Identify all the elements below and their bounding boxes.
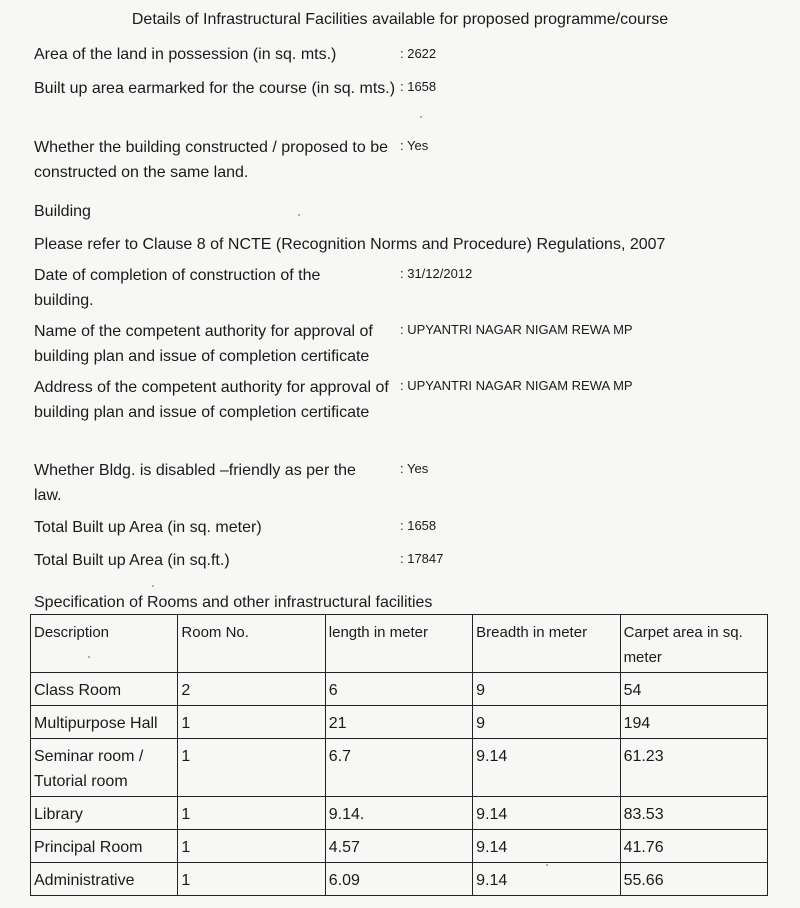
cell-breadth: 9.14 <box>473 863 620 896</box>
field-value: : 2622 <box>400 46 437 61</box>
cell-description: Multipurpose Hall <box>31 706 178 739</box>
scan-speck <box>546 864 548 866</box>
cell-carpet-area: 194 <box>620 706 767 739</box>
cell-description: Class Room <box>31 673 178 706</box>
section-heading: Building <box>34 203 91 220</box>
cell-room-no: 1 <box>178 863 325 896</box>
cell-length: 9.14. <box>325 797 472 830</box>
header-length: length in meter <box>325 615 472 673</box>
building-note: Please refer to Clause 8 of NCTE (Recognition Norms and Procedure) Regulations, 2007 <box>34 236 666 253</box>
cell-carpet-area: 54 <box>620 673 767 706</box>
cell-carpet-area: 55.66 <box>620 863 767 896</box>
page-title: Details of Infrastructural Facilities available for proposed programme/course <box>131 11 669 28</box>
cell-breadth: 9.14 <box>473 739 620 797</box>
scan-speck <box>152 585 154 587</box>
cell-description: Administrative <box>31 863 178 896</box>
field-label: Whether Bldg. is disabled –friendly as per the law. <box>34 462 356 504</box>
cell-length: 4.57 <box>325 830 472 863</box>
field-label: Name of the competent authority for approval of building plan and issue of completion certificate <box>34 323 373 365</box>
cell-breadth: 9.14 <box>473 830 620 863</box>
cell-length: 21 <box>325 706 472 739</box>
cell-length: 6.09 <box>325 863 472 896</box>
field-label: Area of the land in possession (in sq. mts.) <box>34 46 337 63</box>
field-label: Total Built up Area (in sq. meter) <box>34 519 262 536</box>
header-carpet-area: Carpet area in sq. meter <box>620 615 767 673</box>
field-label: Total Built up Area (in sq.ft.) <box>34 552 230 569</box>
cell-room-no: 1 <box>178 706 325 739</box>
cell-length: 6.7 <box>325 739 472 797</box>
cell-room-no: 1 <box>178 797 325 830</box>
table-row <box>31 706 768 739</box>
field-value: : 17847 <box>400 551 444 566</box>
field-value: : Yes <box>400 138 429 153</box>
field-value: : UPYANTRI NAGAR NIGAM REWA MP <box>400 322 633 337</box>
field-label: Built up area earmarked for the course (in sq. mts.) <box>34 80 396 97</box>
cell-description: Principal Room <box>31 830 178 863</box>
field-value: : Yes <box>400 461 429 476</box>
cell-carpet-area: 61.23 <box>620 739 767 797</box>
cell-carpet-area: 83.53 <box>620 797 767 830</box>
field-label: Whether the building constructed / proposed to be constructed on the same land. <box>34 139 388 181</box>
cell-description: Library <box>31 797 178 830</box>
cell-breadth: 9.14 <box>473 797 620 830</box>
table-row <box>31 797 768 830</box>
cell-description: Seminar room / Tutorial room <box>31 739 178 797</box>
table-row <box>31 739 768 797</box>
rooms-table <box>30 614 768 896</box>
scan-speck <box>88 656 90 658</box>
field-value: : 31/12/2012 <box>400 266 473 281</box>
field-value: : 1658 <box>400 79 437 94</box>
field-value: : 1658 <box>400 518 437 533</box>
field-label: Address of the competent authority for approval of building plan and issue of completion certificate <box>34 379 389 421</box>
table-header-row <box>31 615 768 673</box>
table-row <box>31 830 768 863</box>
table-row <box>31 863 768 896</box>
scan-speck <box>298 214 300 216</box>
cell-breadth: 9 <box>473 673 620 706</box>
field-value: : UPYANTRI NAGAR NIGAM REWA MP <box>400 378 633 393</box>
header-room-no: Room No. <box>178 615 325 673</box>
scan-speck <box>420 116 422 118</box>
cell-carpet-area: 41.76 <box>620 830 767 863</box>
cell-room-no: 2 <box>178 673 325 706</box>
field-label: Date of completion of construction of the building. <box>34 267 321 309</box>
header-breadth: Breadth in meter <box>473 615 620 673</box>
spec-heading: Specification of Rooms and other infrastructural facilities <box>34 594 433 611</box>
cell-breadth: 9 <box>473 706 620 739</box>
cell-length: 6 <box>325 673 472 706</box>
cell-room-no: 1 <box>178 739 325 797</box>
header-description: Description <box>31 615 178 673</box>
table-row <box>31 673 768 706</box>
cell-room-no: 1 <box>178 830 325 863</box>
